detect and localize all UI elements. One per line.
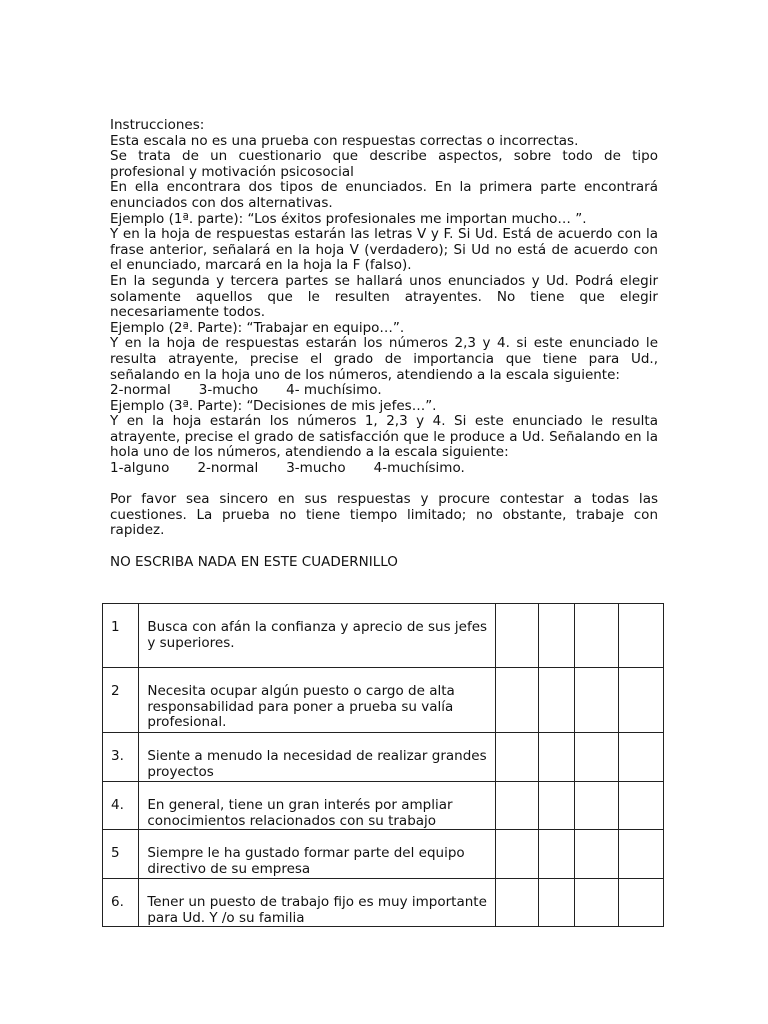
- example-part-2: Ejemplo (2ª. Parte): “Trabajar en equipo…”.: [110, 319, 405, 336]
- question-number: 4.: [103, 782, 139, 830]
- answer-cell[interactable]: [496, 733, 539, 782]
- questions-table: [102, 603, 664, 927]
- question-text: Necesita ocupar algún puesto o cargo de alta responsabilidad para poner a prueba su valía profesional.: [139, 668, 496, 733]
- answer-cell[interactable]: [574, 668, 618, 733]
- instructions-line: Y en la hoja de respuestas estarán los números 2,3 y 4. si este enunciado le resulta atrayente, precise el grado de importancia que tiene para Ud., señalando en la hoja uno de los números, atendiendo a la escala siguiente:: [110, 335, 658, 383]
- example-part-1: Ejemplo (1ª. parte): “Los éxitos profesionales me importan mucho… ”.: [110, 210, 587, 227]
- answer-cell[interactable]: [539, 668, 574, 733]
- question-number: 2: [103, 668, 139, 733]
- answer-cell[interactable]: [539, 733, 574, 782]
- answer-cell[interactable]: [539, 604, 574, 668]
- question-number: 1: [103, 604, 139, 668]
- instructions-line: Y en la hoja de respuestas estarán las letras V y F. Si Ud. Está de acuerdo con la frase anterior, señalará en la hoja V (verdadero); Si Ud no está de acuerdo con el enunciado, marcará en la hoja la F (falso).: [110, 226, 658, 274]
- answer-cell[interactable]: [618, 733, 663, 782]
- question-text: Siente a menudo la necesidad de realizar grandes proyectos: [139, 733, 496, 782]
- instructions-line: En la segunda y tercera partes se hallará unos enunciados y Ud. Podrá elegir solamente aquellos que le resulten atrayentes. No tiene que elegir necesariamente todos.: [110, 272, 658, 321]
- answer-cell[interactable]: [618, 879, 663, 927]
- scale-option: 2-normal: [197, 460, 259, 477]
- question-text: Busca con afán la confianza y aprecio de sus jefes y superiores.: [139, 604, 496, 668]
- answer-cell[interactable]: [618, 604, 663, 668]
- scale-option: 3-mucho: [198, 382, 259, 399]
- answer-cell[interactable]: [496, 879, 539, 927]
- instructions-line: Esta escala no es una prueba con respuestas correctas o incorrectas.: [110, 132, 579, 149]
- spacer: [110, 477, 658, 493]
- scale-option: 2-normal: [110, 382, 171, 399]
- question-number: 6.: [103, 879, 139, 927]
- scale-option: 4-muchísimo.: [373, 460, 465, 477]
- answer-cell[interactable]: [618, 782, 663, 830]
- table-row: [103, 604, 664, 668]
- question-number: 3.: [103, 733, 139, 782]
- table-row: [103, 668, 664, 733]
- closing-paragraph: Por favor sea sincero en sus respuestas y procure contestar a todas las cuestiones. La prueba no tiene tiempo limitado; no obstante, trabaje con rapidez.: [110, 491, 658, 539]
- instructions-line: Y en la hoja estarán los números 1, 2,3 y 4. Si este enunciado le resulta atrayente, precise el grado de satisfacción que le produce a Ud. Señalando en la hola uno de los números, atendiendo a la escala siguiente:: [110, 413, 658, 461]
- table-row: [103, 830, 664, 879]
- answer-cell[interactable]: [539, 830, 574, 879]
- answer-cell[interactable]: [539, 782, 574, 830]
- answer-cell[interactable]: [496, 830, 539, 879]
- table-row: [103, 879, 664, 927]
- example-part-3: Ejemplo (3ª. Parte): “Decisiones de mis jefes…”.: [110, 397, 437, 414]
- instructions-line: En ella encontrara dos tipos de enunciados. En la primera parte encontrará enunciados con dos alternativas.: [110, 179, 658, 211]
- scale-part-2: [110, 383, 658, 399]
- answer-cell[interactable]: [539, 879, 574, 927]
- question-text: Siempre le ha gustado formar parte del equipo directivo de su empresa: [139, 830, 496, 879]
- answer-cell[interactable]: [618, 830, 663, 879]
- answer-cell[interactable]: [618, 668, 663, 733]
- answer-cell[interactable]: [574, 733, 618, 782]
- answer-cell[interactable]: [496, 782, 539, 830]
- table-row: [103, 782, 664, 830]
- answer-cell[interactable]: [496, 604, 539, 668]
- answer-cell[interactable]: [574, 782, 618, 830]
- scale-option: 3-mucho: [286, 460, 346, 477]
- question-text: Tener un puesto de trabajo fijo es muy importante para Ud. Y /o su familia: [139, 879, 496, 927]
- spacer: [110, 539, 658, 555]
- answer-cell[interactable]: [574, 879, 618, 927]
- answer-cell[interactable]: [574, 604, 618, 668]
- scale-option: 4- muchísimo.: [286, 382, 382, 399]
- answer-cell[interactable]: [574, 830, 618, 879]
- scale-part-3: [110, 461, 658, 477]
- instructions-title: Instrucciones:: [110, 117, 205, 133]
- instructions-block: [110, 118, 658, 570]
- warning-notice: NO ESCRIBA NADA EN ESTE CUADERNILLO: [110, 553, 398, 570]
- question-number: 5: [103, 830, 139, 879]
- answer-cell[interactable]: [496, 668, 539, 733]
- table-row: [103, 733, 664, 782]
- scale-option: 1-alguno: [110, 460, 170, 477]
- question-text: En general, tiene un gran interés por ampliar conocimientos relacionados con su trabajo: [139, 782, 496, 830]
- instructions-line: Se trata de un cuestionario que describe aspectos, sobre todo de tipo profesional y motivación psicosocial: [110, 148, 658, 180]
